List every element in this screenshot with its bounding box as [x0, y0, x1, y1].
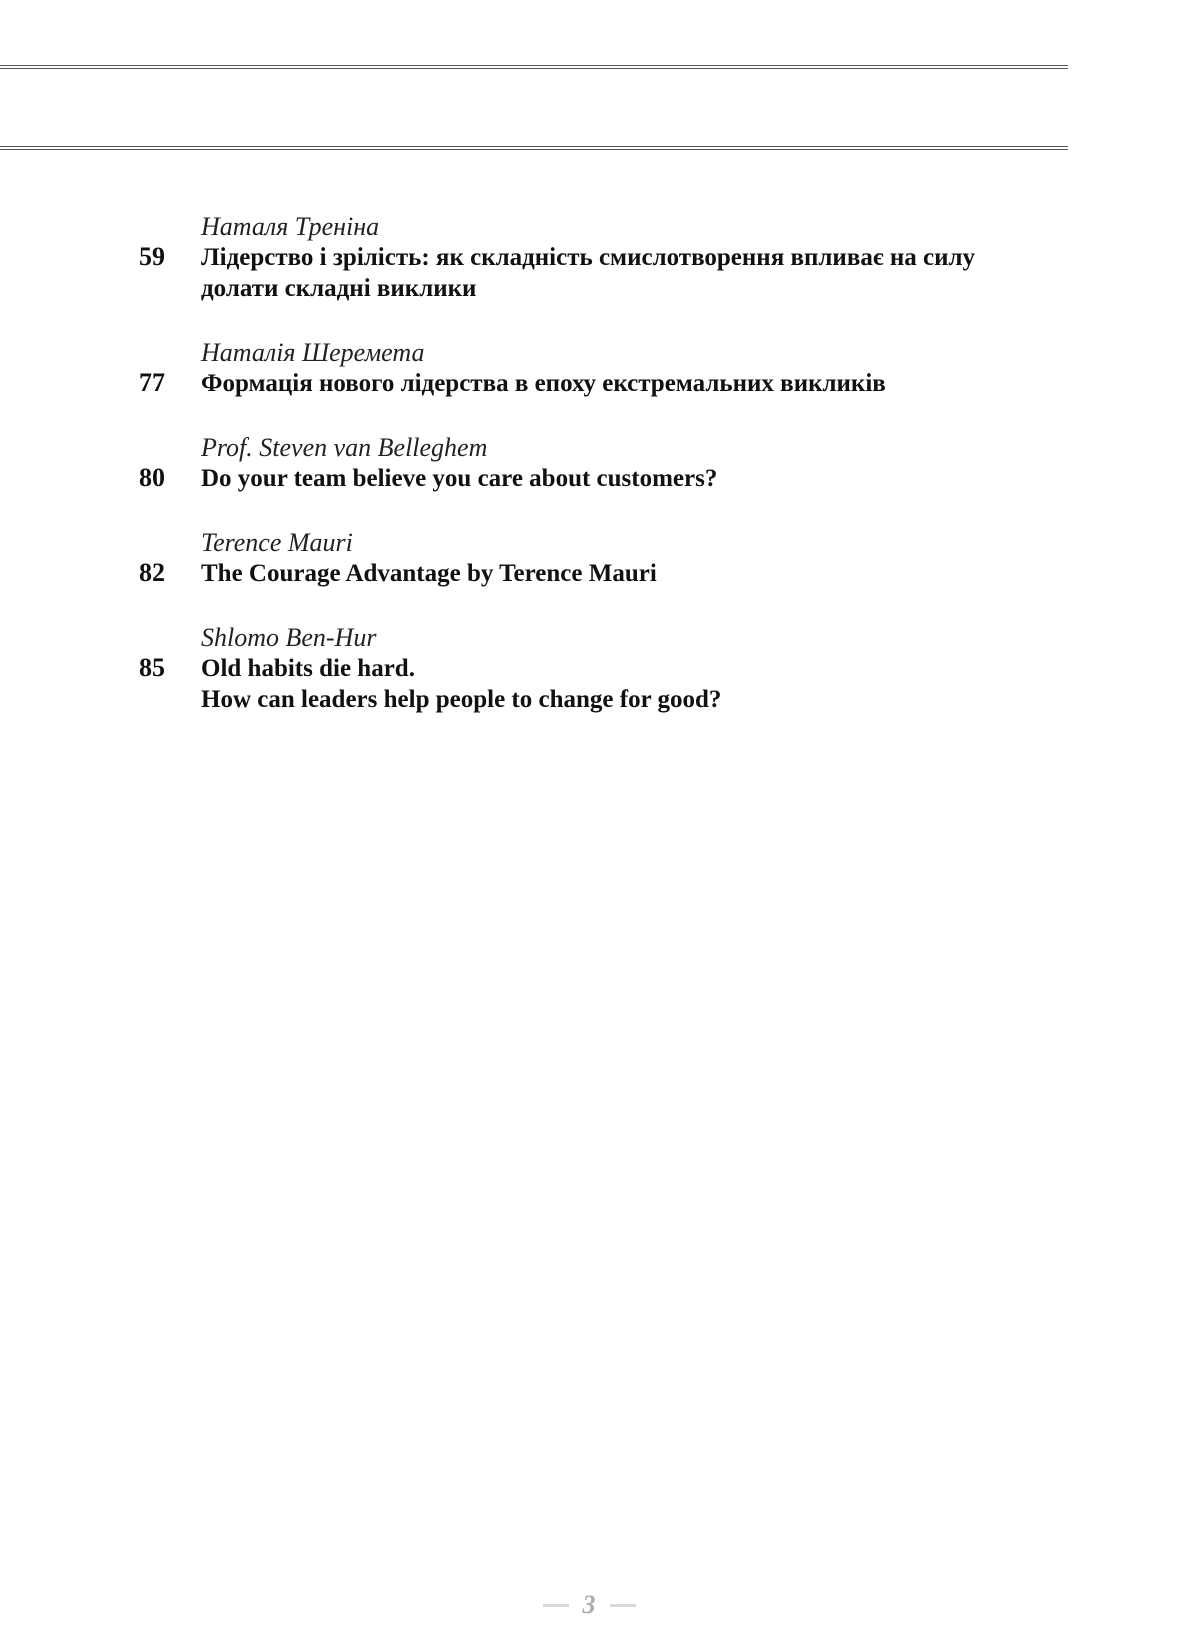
toc-entry[interactable] — [0, 433, 1178, 494]
toc-author: Наталя Треніна — [201, 212, 380, 241]
toc-entry[interactable] — [0, 338, 1178, 399]
toc-entry[interactable] — [0, 212, 1178, 304]
toc-title-line: Old habits die hard. — [201, 655, 415, 682]
header-rule-bottom — [0, 146, 1068, 150]
toc-title[interactable] — [201, 653, 1051, 715]
toc-page-number: 85 — [139, 653, 165, 682]
page-footer — [0, 1590, 1178, 1630]
toc-entry[interactable] — [0, 528, 1178, 589]
toc-page-number: 80 — [139, 463, 165, 492]
toc-author: Prof. Steven van Belleghem — [201, 433, 488, 462]
toc-author: Terence Mauri — [201, 528, 353, 557]
toc-title[interactable]: Do your team believe you care about customers? — [201, 465, 718, 492]
footer-dash-left — [543, 1604, 569, 1607]
toc-title[interactable]: Формація нового лідерства в епоху екстремальних викликів — [201, 370, 886, 397]
footer-page-number: 3 — [582, 1590, 596, 1619]
toc-author: Shlomo Ben-Hur — [201, 623, 377, 652]
footer-dash-right — [610, 1604, 636, 1607]
toc-entry[interactable] — [0, 623, 1178, 715]
toc-page-number: 59 — [139, 242, 165, 271]
toc-title-line: How can leaders help people to change for good? — [201, 686, 722, 713]
toc-page-number: 82 — [139, 558, 165, 587]
toc-page-number: 77 — [139, 368, 165, 397]
toc-title[interactable]: Лідерство і зрілість: як складність смислотворення впливає на силу долати складні виклики — [201, 244, 976, 302]
toc-title[interactable]: The Courage Advantage by Terence Mauri — [201, 560, 657, 587]
toc-author: Наталія Шеремета — [201, 338, 425, 367]
table-of-contents — [0, 212, 1178, 749]
header-rule-top — [0, 65, 1068, 69]
